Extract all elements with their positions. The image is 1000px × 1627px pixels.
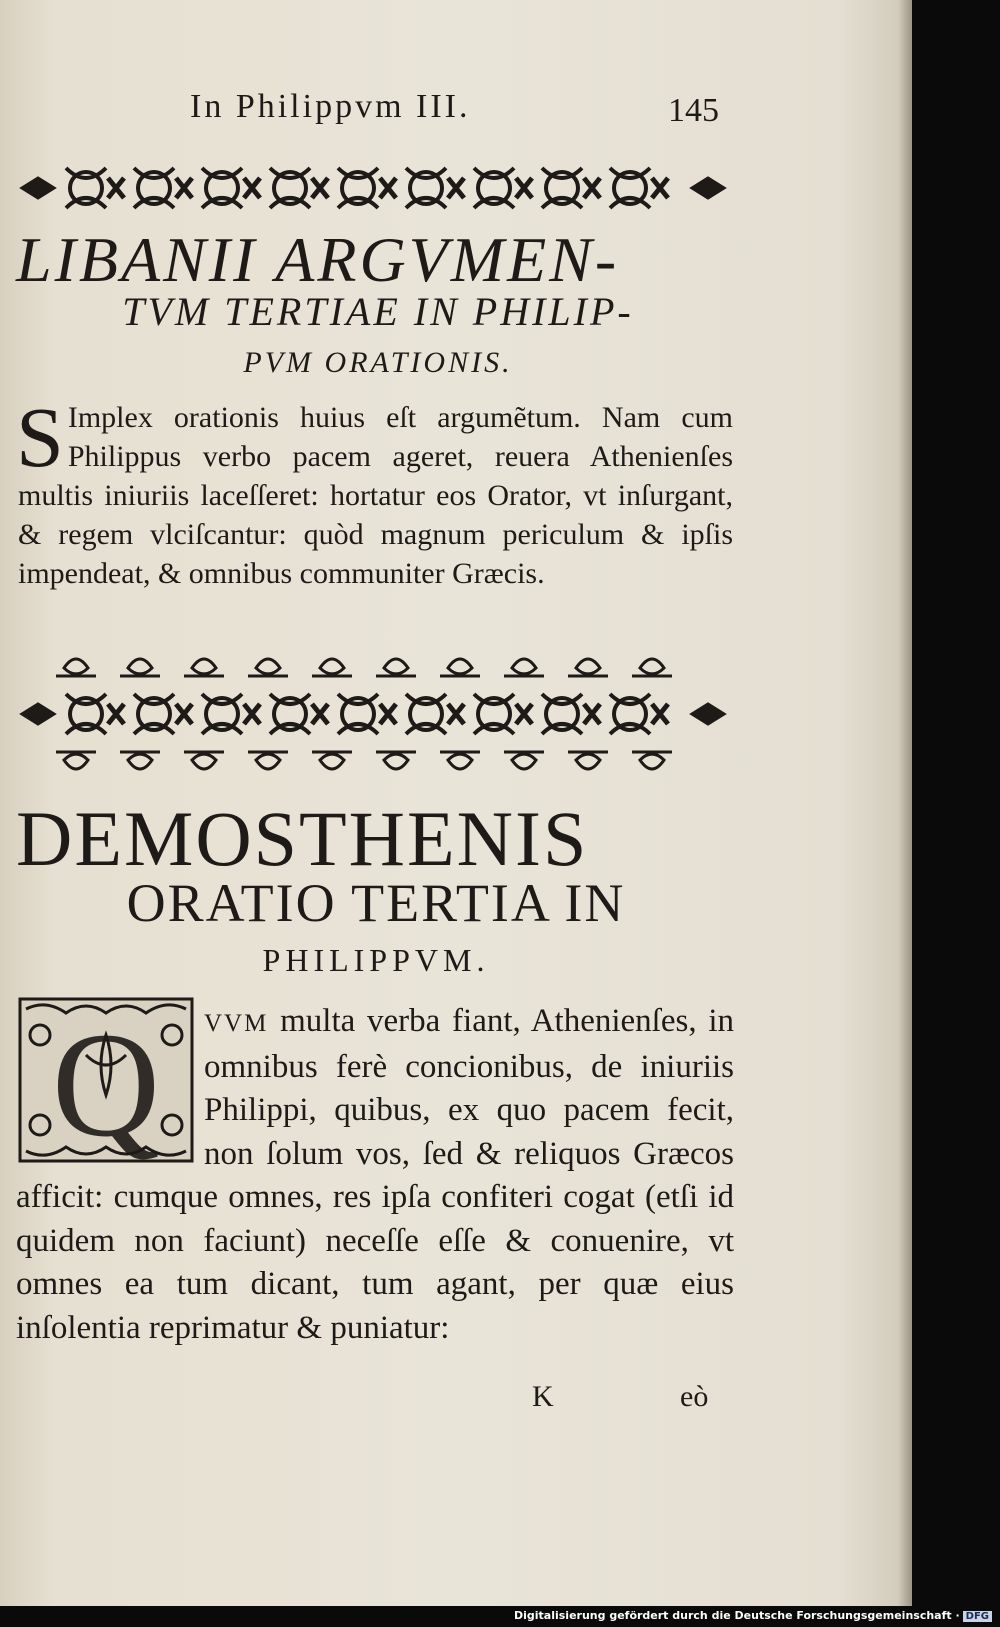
- signature-mark: K: [532, 1380, 554, 1413]
- argument-paragraph: [16, 389, 733, 593]
- footer-credit: Digitalisierung gefördert durch die Deutsche Forschungsgemeinschaft ·: [513, 1609, 960, 1622]
- oration-title-line-3: PHILIPPVM.: [262, 942, 490, 978]
- argument-title-line-1: LIBANII ARGVMEN-: [16, 224, 620, 295]
- argument-title-line-2: TVM TERTIAE IN PHILIP-: [122, 289, 634, 334]
- oration-title-line-2: ORATIO TERTIA IN: [126, 873, 626, 933]
- oration-opening-small-caps: VVM: [204, 1010, 269, 1037]
- catchword: eò: [680, 1380, 709, 1413]
- initial-letter: Q: [51, 1002, 161, 1165]
- oration-text: multa verba fiant, Athenienſes, in omnibus ferè concionibus, de iniuriis Philippi, quibus, ex quo pacem fecit, non ſolum vos, ſed & reliquos Græcos afficit: cumque omnes, res ipſa confiteri cogat (etſi id quidem non faciunt) neceſſe eſſe & conuenire, vt omnes ea tum dicant, tum agant, per quæ eius inſolentia reprimatur & puniatur:: [16, 1003, 734, 1346]
- ornamental-band-top: [16, 148, 730, 228]
- dfg-logo: DFG: [963, 1611, 992, 1622]
- oration-title-line-1: DEMOSTHENIS: [16, 795, 589, 882]
- argument-text: Implex orationis huius eſt argumẽtum. Nam cum Philippus verbo pacem ageret, reuera Athenienſes multis iniuriis laceſſeret: hortatur eos Orator, vt inſurgant, & regem vlciſcantur: quòd magnum periculum & ipſis impendeat, & omnibus communiter Græcis.: [18, 401, 733, 590]
- argument-drop-letter: S: [16, 389, 64, 485]
- digitization-footer: [514, 1609, 992, 1622]
- argument-title-line-3: PVM ORATIONIS.: [243, 346, 513, 379]
- oration-paragraph: [16, 1000, 734, 1350]
- running-head: In Philippvm III.: [190, 88, 471, 125]
- page-number: 145: [668, 92, 719, 129]
- ornamental-band-middle: [16, 650, 730, 778]
